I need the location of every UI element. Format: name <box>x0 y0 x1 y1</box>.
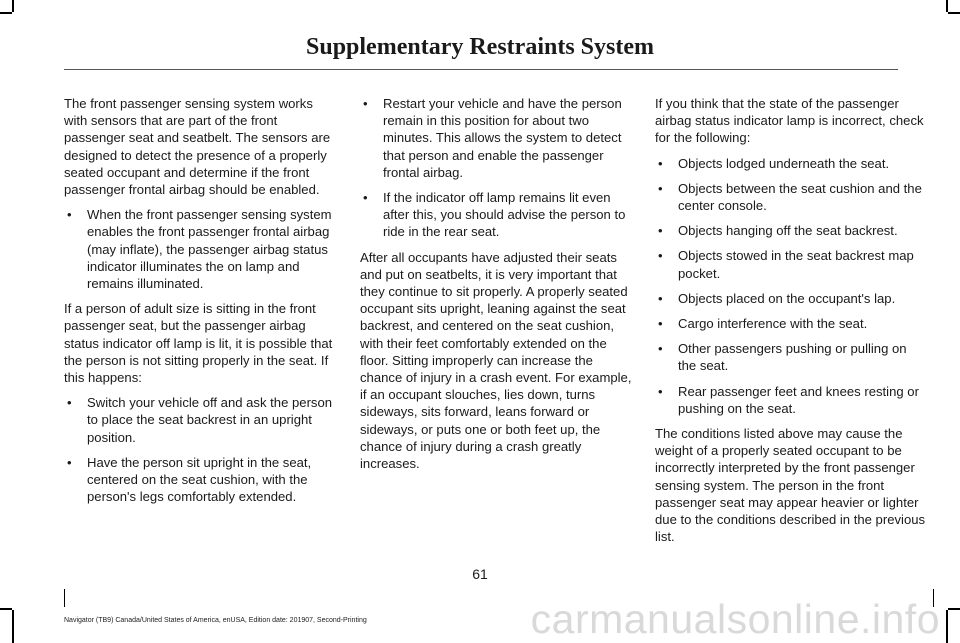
column-1 <box>64 95 336 513</box>
page-number: 61 <box>472 566 488 582</box>
paragraph: After all occupants have adjusted their seats and put on seatbelts, it is very important that they continue to sit properly. A properly seated occupant sits upright, leaning against the seat backrest, and centered on the seat cushion, with their feet comfortably extended on the floor. Sitting improperly can increase the chance of injury in a crash event. For example, if an occupant slouches, lies down, turns sideways, sits forward, leans forward or sideways, or puts one or both feet up, the chance of injury during a crash greatly increases. <box>360 249 632 472</box>
page-title: Supplementary Restraints System <box>306 34 654 60</box>
column-3 <box>655 95 927 553</box>
paragraph: The conditions listed above may cause the weight of a properly seated occupant to be incorrectly interpreted by the front passenger sensing system. The person in the front passenger seat may appear heavier or lighter due to the conditions described in the previous list. <box>655 426 926 545</box>
list-item: • Restart your vehicle and have the person remain in this position for about two minutes. This allows the system to detect that person and enable the passenger frontal airbag. <box>360 95 632 181</box>
column-2 <box>360 95 632 480</box>
list-item: • Objects lodged underneath the seat. <box>655 155 927 172</box>
list-item: • Objects hanging off the seat backrest. <box>655 222 927 239</box>
list-item: • Other passengers pushing or pulling on the seat. <box>655 340 927 374</box>
bullet-list <box>655 155 927 417</box>
crop-mark-bottom-left-v <box>12 610 14 643</box>
watermark: carmanualsonline.info <box>530 596 940 642</box>
paragraph: The front passenger sensing system works with sensors that are part of the front passenger seat and seatbelt. The sensors are designed to detect the presence of a properly seated occupant and determine if the front passenger frontal airbag should be enabled. <box>64 96 331 198</box>
crop-mark-bottom-right-h <box>948 608 960 610</box>
list-item: • Objects placed on the occupant's lap. <box>655 290 927 307</box>
bullet-list <box>64 394 336 505</box>
crop-mark-top-right-v <box>946 0 948 12</box>
crop-mark-bottom-right-v <box>946 610 948 643</box>
list-item: • If the indicator off lamp remains lit even after this, you should advise the person to ride in the rear seat. <box>360 189 632 241</box>
list-item: • Have the person sit upright in the seat, centered on the seat cushion, with the person's legs comfortably extended. <box>64 454 336 506</box>
header-divider <box>64 69 898 70</box>
paragraph: If you think that the state of the passenger airbag status indicator lamp is incorrect, check for the following: <box>655 96 924 146</box>
crop-mark-top-left-h <box>0 12 12 14</box>
crop-mark-bottom-inner-left <box>64 589 65 607</box>
paragraph: If a person of adult size is sitting in the front passenger seat, but the passenger airbag status indicator off lamp is lit, it is possible that the person is not sitting properly in the seat. If this happens: <box>64 301 333 386</box>
list-item: • Objects stowed in the seat backrest map pocket. <box>655 247 927 281</box>
list-item: • Switch your vehicle off and ask the person to place the seat backrest in an upright position. <box>64 394 336 446</box>
list-item: • Rear passenger feet and knees resting or pushing on the seat. <box>655 383 927 417</box>
list-item: • When the front passenger sensing system enables the front passenger frontal airbag (may inflate), the passenger airbag status indicator illuminates the on lamp and remains illuminated. <box>64 206 336 292</box>
list-item: • Cargo interference with the seat. <box>655 315 927 332</box>
crop-mark-bottom-left-h <box>0 608 12 610</box>
bullet-list <box>360 95 632 241</box>
crop-mark-top-right-h <box>948 12 960 14</box>
crop-mark-top-left-v <box>12 0 14 12</box>
bullet-list <box>64 206 336 292</box>
list-item: • Objects between the seat cushion and the center console. <box>655 180 927 214</box>
footer-edition: Navigator (TB9) Canada/United States of America, enUSA, Edition date: 201907, Second-Printing <box>64 617 367 624</box>
